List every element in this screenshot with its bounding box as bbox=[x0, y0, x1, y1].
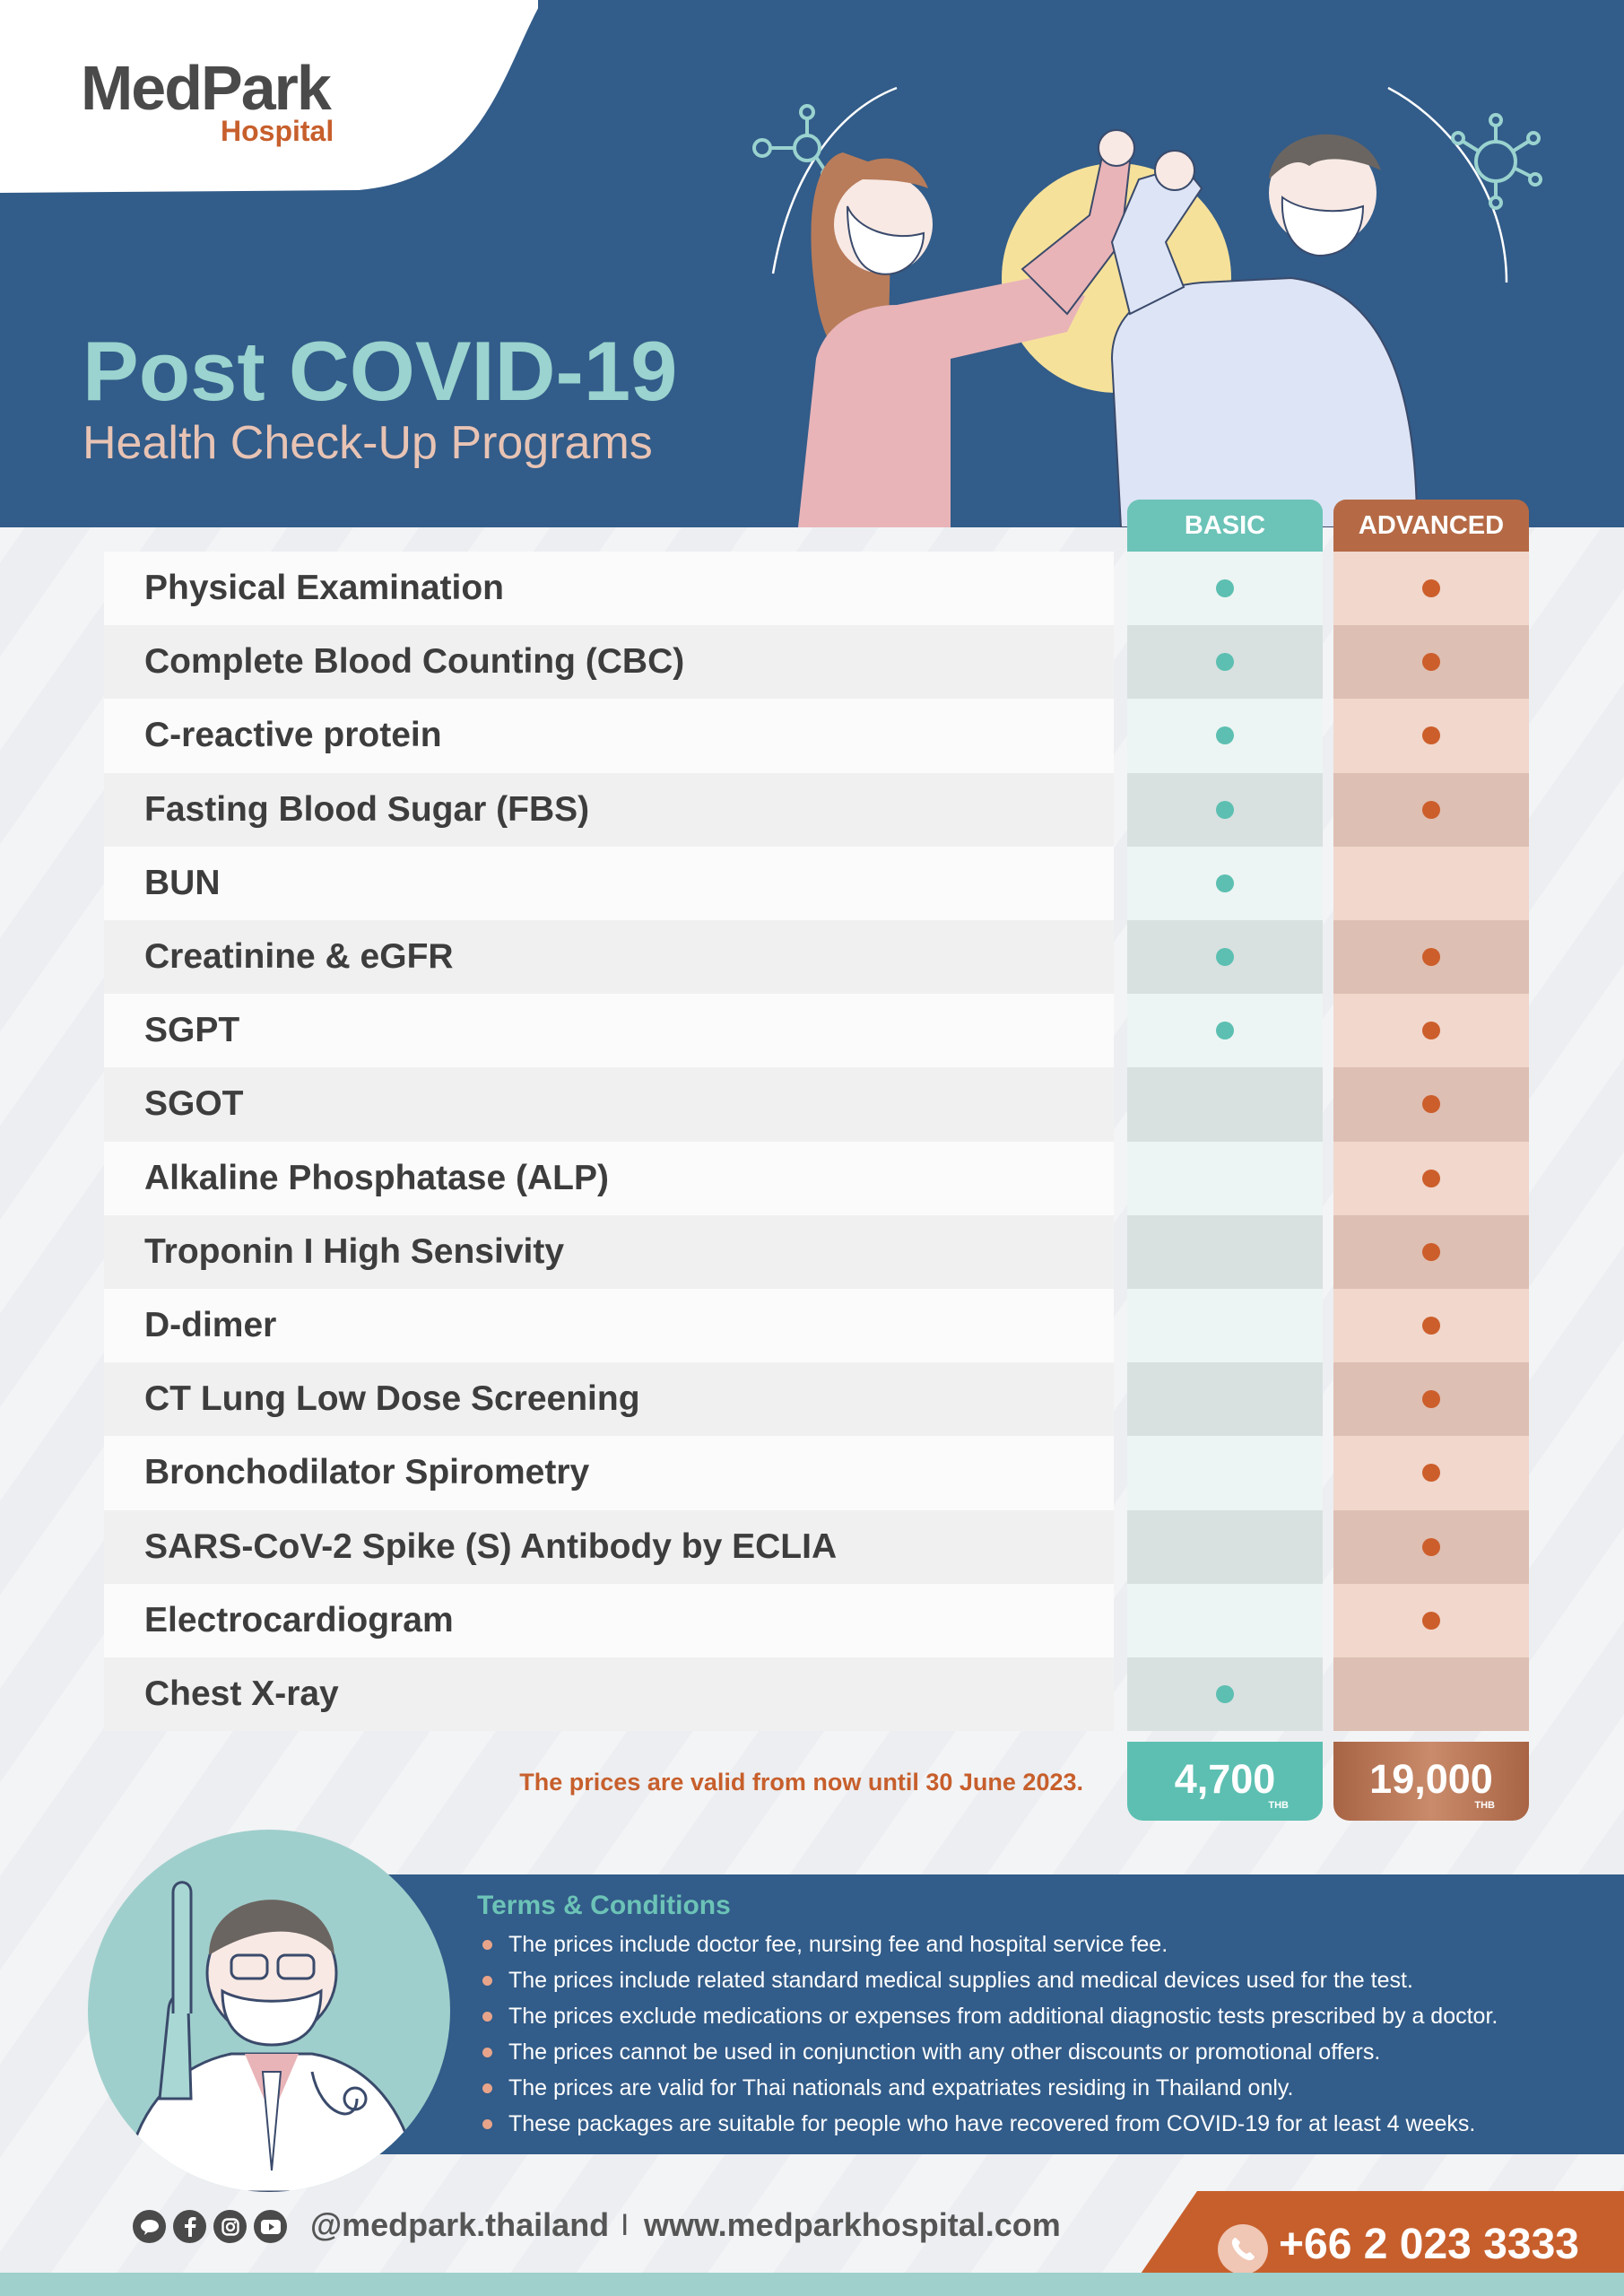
advanced-cell bbox=[1333, 847, 1529, 920]
included-dot-icon bbox=[1216, 1022, 1234, 1039]
youtube-icon[interactable] bbox=[254, 2210, 287, 2243]
advanced-cell bbox=[1333, 920, 1529, 994]
elbow-bump-illustration bbox=[735, 63, 1542, 527]
terms-item bbox=[482, 2034, 1498, 2070]
validity-note: The prices are valid from now until 30 June 2023. bbox=[519, 1769, 1083, 1796]
included-dot-icon bbox=[1422, 726, 1440, 744]
column-header-advanced: ADVANCED bbox=[1333, 500, 1529, 552]
table-row bbox=[104, 1657, 1530, 1731]
advanced-cell bbox=[1333, 1067, 1529, 1141]
advanced-cell bbox=[1333, 1142, 1529, 1215]
bullet-icon bbox=[482, 2012, 492, 2022]
included-dot-icon bbox=[1216, 726, 1234, 744]
basic-cell bbox=[1127, 920, 1323, 994]
included-dot-icon bbox=[1422, 579, 1440, 597]
advanced-cell bbox=[1333, 552, 1529, 625]
row-label: Chest X-ray bbox=[104, 1657, 1114, 1731]
included-dot-icon bbox=[1422, 1243, 1440, 1261]
table-row bbox=[104, 1067, 1530, 1141]
terms-item-text: The prices include doctor fee, nursing fee and hospital service fee. bbox=[508, 1931, 1168, 1957]
row-label: Creatinine & eGFR bbox=[104, 920, 1114, 994]
header-banner bbox=[0, 0, 1624, 527]
basic-cell bbox=[1127, 1142, 1323, 1215]
terms-title: Terms & Conditions bbox=[477, 1891, 731, 1920]
advanced-cell bbox=[1333, 625, 1529, 699]
basic-cell bbox=[1127, 1215, 1323, 1289]
terms-item bbox=[482, 1998, 1498, 2034]
table-row bbox=[104, 994, 1530, 1067]
row-label: CT Lung Low Dose Screening bbox=[104, 1362, 1114, 1436]
included-dot-icon bbox=[1422, 1170, 1440, 1187]
row-label: SARS-CoV-2 Spike (S) Antibody by ECLIA bbox=[104, 1510, 1114, 1584]
basic-cell bbox=[1127, 1436, 1323, 1509]
included-dot-icon bbox=[1422, 1022, 1440, 1039]
table-row bbox=[104, 625, 1530, 699]
page-subtitle: Health Check-Up Programs bbox=[83, 417, 653, 469]
page-title: Post COVID-19 bbox=[83, 324, 678, 418]
table-row bbox=[104, 1362, 1530, 1436]
advanced-cell bbox=[1333, 1215, 1529, 1289]
advanced-cell bbox=[1333, 1436, 1529, 1509]
table-row bbox=[104, 847, 1530, 920]
brand-name: MedPark bbox=[81, 53, 330, 123]
basic-cell bbox=[1127, 1657, 1323, 1731]
basic-cell bbox=[1127, 994, 1323, 1067]
price-basic-currency: THB bbox=[1268, 1800, 1289, 1811]
table-row bbox=[104, 1289, 1530, 1362]
bullet-icon bbox=[482, 2048, 492, 2057]
advanced-cell bbox=[1333, 1362, 1529, 1436]
included-dot-icon bbox=[1216, 653, 1234, 671]
advanced-cell bbox=[1333, 1657, 1529, 1731]
included-dot-icon bbox=[1422, 1390, 1440, 1408]
row-label: SGPT bbox=[104, 994, 1114, 1067]
advanced-cell bbox=[1333, 1584, 1529, 1657]
line-icon[interactable] bbox=[133, 2210, 166, 2243]
row-label: Electrocardiogram bbox=[104, 1584, 1114, 1657]
terms-item-text: The prices cannot be used in conjunction with any other discounts or promotional offers. bbox=[508, 2039, 1381, 2065]
advanced-cell bbox=[1333, 994, 1529, 1067]
social-icons bbox=[133, 2210, 287, 2243]
phone-icon bbox=[1218, 2224, 1268, 2274]
doctor-illustration bbox=[88, 1830, 450, 2192]
row-label: Bronchodilator Spirometry bbox=[104, 1436, 1114, 1509]
phone-number-link[interactable]: +66 2 023 3333 bbox=[1279, 2221, 1579, 2268]
included-dot-icon bbox=[1422, 1317, 1440, 1335]
advanced-cell bbox=[1333, 699, 1529, 772]
basic-cell bbox=[1127, 552, 1323, 625]
basic-cell bbox=[1127, 1362, 1323, 1436]
footer-separator: I bbox=[621, 2208, 630, 2242]
column-header-basic: BASIC bbox=[1127, 500, 1323, 552]
table-row bbox=[104, 1584, 1530, 1657]
row-label: Alkaline Phosphatase (ALP) bbox=[104, 1142, 1114, 1215]
row-label: Troponin I High Sensivity bbox=[104, 1215, 1114, 1289]
table-row bbox=[104, 773, 1530, 847]
included-dot-icon bbox=[1422, 1538, 1440, 1556]
row-label: C-reactive protein bbox=[104, 699, 1114, 772]
bullet-icon bbox=[482, 1976, 492, 1986]
table-row bbox=[104, 1215, 1530, 1289]
facebook-icon[interactable] bbox=[173, 2210, 206, 2243]
table-row bbox=[104, 1436, 1530, 1509]
instagram-icon[interactable] bbox=[213, 2210, 247, 2243]
price-advanced bbox=[1333, 1742, 1529, 1821]
doctor-icon bbox=[88, 1830, 450, 2192]
price-advanced-currency: THB bbox=[1474, 1800, 1495, 1811]
included-dot-icon bbox=[1216, 1685, 1234, 1703]
included-dot-icon bbox=[1216, 579, 1234, 597]
terms-item bbox=[482, 2070, 1498, 2106]
included-dot-icon bbox=[1422, 653, 1440, 671]
row-label: SGOT bbox=[104, 1067, 1114, 1141]
terms-item-text: The prices include related standard medical supplies and medical devices used for the test. bbox=[508, 1967, 1413, 1993]
table-row bbox=[104, 920, 1530, 994]
terms-item bbox=[482, 2106, 1498, 2142]
row-label: D-dimer bbox=[104, 1289, 1114, 1362]
bullet-icon bbox=[482, 2119, 492, 2129]
virus-icon bbox=[1453, 115, 1541, 208]
basic-cell bbox=[1127, 1584, 1323, 1657]
basic-cell bbox=[1127, 699, 1323, 772]
included-dot-icon bbox=[1422, 1464, 1440, 1482]
included-dot-icon bbox=[1422, 948, 1440, 966]
terms-item bbox=[482, 1962, 1498, 1998]
included-dot-icon bbox=[1422, 1612, 1440, 1630]
price-advanced-amount: 19,000 bbox=[1369, 1756, 1493, 1802]
terms-item-text: These packages are suitable for people who have recovered from COVID-19 for at least 4 weeks. bbox=[508, 2110, 1476, 2136]
advanced-cell bbox=[1333, 1510, 1529, 1584]
website-link[interactable]: www.medparkhospital.com bbox=[644, 2206, 1061, 2243]
basic-cell bbox=[1127, 773, 1323, 847]
table-row bbox=[104, 1510, 1530, 1584]
terms-item-text: The prices exclude medications or expenses from additional diagnostic tests prescribed by a doctor. bbox=[508, 2003, 1498, 2029]
bullet-icon bbox=[482, 2083, 492, 2093]
row-label: BUN bbox=[104, 847, 1114, 920]
included-dot-icon bbox=[1216, 874, 1234, 892]
terms-list bbox=[482, 1926, 1498, 2142]
terms-item bbox=[482, 1926, 1498, 1962]
included-dot-icon bbox=[1422, 1095, 1440, 1113]
advanced-cell bbox=[1333, 773, 1529, 847]
basic-cell bbox=[1127, 625, 1323, 699]
table-row bbox=[104, 1142, 1530, 1215]
table-row bbox=[104, 699, 1530, 772]
basic-cell bbox=[1127, 1510, 1323, 1584]
row-label: Physical Examination bbox=[104, 552, 1114, 625]
brand-sub: Hospital bbox=[221, 115, 334, 147]
included-dot-icon bbox=[1216, 948, 1234, 966]
included-dot-icon bbox=[1422, 801, 1440, 819]
table-row bbox=[104, 552, 1530, 625]
virus-icon bbox=[754, 106, 831, 178]
bullet-icon bbox=[482, 1940, 492, 1950]
price-basic bbox=[1127, 1742, 1323, 1821]
included-dot-icon bbox=[1216, 801, 1234, 819]
footer-bar bbox=[0, 2273, 1624, 2296]
basic-cell bbox=[1127, 1289, 1323, 1362]
basic-cell bbox=[1127, 1067, 1323, 1141]
row-label: Complete Blood Counting (CBC) bbox=[104, 625, 1114, 699]
row-label: Fasting Blood Sugar (FBS) bbox=[104, 773, 1114, 847]
terms-item-text: The prices are valid for Thai nationals and expatriates residing in Thailand only. bbox=[508, 2074, 1294, 2100]
social-handle-link[interactable]: @medpark.thailand bbox=[310, 2206, 610, 2243]
basic-cell bbox=[1127, 847, 1323, 920]
advanced-cell bbox=[1333, 1289, 1529, 1362]
price-basic-amount: 4,700 bbox=[1174, 1756, 1276, 1802]
